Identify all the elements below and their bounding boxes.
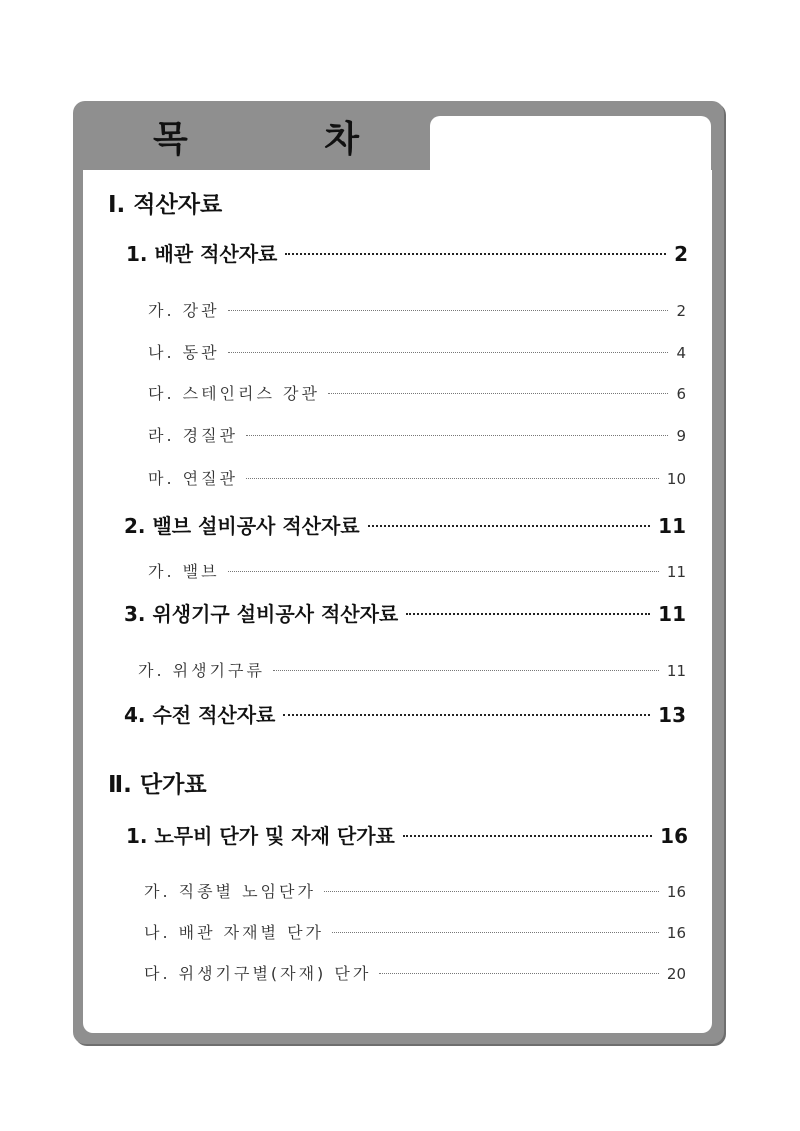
dot-leader xyxy=(379,973,659,974)
toc-entry-label: 나. 동관 xyxy=(148,343,220,362)
toc-entry-label: 가. 직종별 노임단가 xyxy=(144,882,316,901)
dot-leader xyxy=(328,393,669,394)
toc-entry[interactable] xyxy=(144,879,686,902)
dot-leader xyxy=(273,670,659,671)
toc-entry-label: 1. 노무비 단가 및 자재 단가표 xyxy=(126,824,395,848)
toc-entry[interactable] xyxy=(148,298,686,321)
toc-entry-label: 마. 연질관 xyxy=(148,469,238,488)
toc-entry-label: 가. 위생기구류 xyxy=(138,661,265,680)
toc-entry-page: 11 xyxy=(658,602,686,626)
toc-entry[interactable] xyxy=(124,598,686,627)
toc-entry-page: 6 xyxy=(676,385,686,403)
toc-entry-label: 다. 스테인리스 강관 xyxy=(148,384,320,403)
toc-entry-page: 9 xyxy=(676,427,686,445)
toc-entry[interactable] xyxy=(124,510,686,539)
toc-entry[interactable] xyxy=(126,238,688,267)
toc-entry-page: 16 xyxy=(666,924,686,942)
dot-leader xyxy=(283,714,650,716)
toc-entry-page: 16 xyxy=(660,824,688,848)
toc-entry-label: 라. 경질관 xyxy=(148,426,238,445)
toc-entry[interactable] xyxy=(124,699,686,728)
toc-entry-label: 3. 위생기구 설비공사 적산자료 xyxy=(124,602,399,626)
toc-entry-label: 2. 밸브 설비공사 적산자료 xyxy=(124,514,360,538)
dot-leader xyxy=(228,310,669,311)
toc-entry-page: 10 xyxy=(666,470,686,488)
toc-entry-page: 2 xyxy=(674,242,688,266)
dot-leader xyxy=(324,891,659,892)
toc-entry[interactable] xyxy=(148,423,686,446)
toc-entry-page: 11 xyxy=(666,662,686,680)
toc-entry[interactable] xyxy=(148,466,686,489)
toc-entry-page: 16 xyxy=(666,883,686,901)
section-heading-1: Ⅰ. 적산자료 xyxy=(108,192,223,218)
dot-leader xyxy=(228,571,659,572)
toc-entry[interactable] xyxy=(148,381,686,404)
toc-entry[interactable] xyxy=(144,920,686,943)
dot-leader xyxy=(285,253,666,255)
toc-entry-label: 4. 수전 적산자료 xyxy=(124,703,276,727)
toc-entry-page: 11 xyxy=(658,514,686,538)
toc-entry-label: 가. 밸브 xyxy=(148,562,220,581)
toc-entry-page: 4 xyxy=(676,344,686,362)
toc-entry-page: 2 xyxy=(676,302,686,320)
toc-entry-page: 13 xyxy=(658,703,686,727)
dot-leader xyxy=(368,525,651,527)
toc-entry-label: 다. 위생기구별(자재) 단가 xyxy=(144,964,372,983)
toc-entry[interactable] xyxy=(148,559,686,582)
toc-entry[interactable] xyxy=(148,340,686,363)
dot-leader xyxy=(228,352,669,353)
dot-leader xyxy=(246,478,659,479)
toc-entry-page: 11 xyxy=(666,563,686,581)
toc-entry[interactable] xyxy=(138,658,686,681)
toc-entry-page: 20 xyxy=(666,965,686,983)
toc-entry-label: 1. 배관 적산자료 xyxy=(126,242,278,266)
section-heading-2: Ⅱ. 단가표 xyxy=(108,772,207,798)
toc-entry-label: 가. 강관 xyxy=(148,301,220,320)
toc-entry[interactable] xyxy=(144,961,686,984)
toc-entry-label: 나. 배관 자재별 단가 xyxy=(144,923,324,942)
dot-leader xyxy=(403,835,652,837)
page-title: 목 차 xyxy=(153,119,422,160)
dot-leader xyxy=(332,932,659,933)
dot-leader xyxy=(406,613,650,615)
toc-entry[interactable] xyxy=(126,820,688,849)
dot-leader xyxy=(246,435,668,436)
